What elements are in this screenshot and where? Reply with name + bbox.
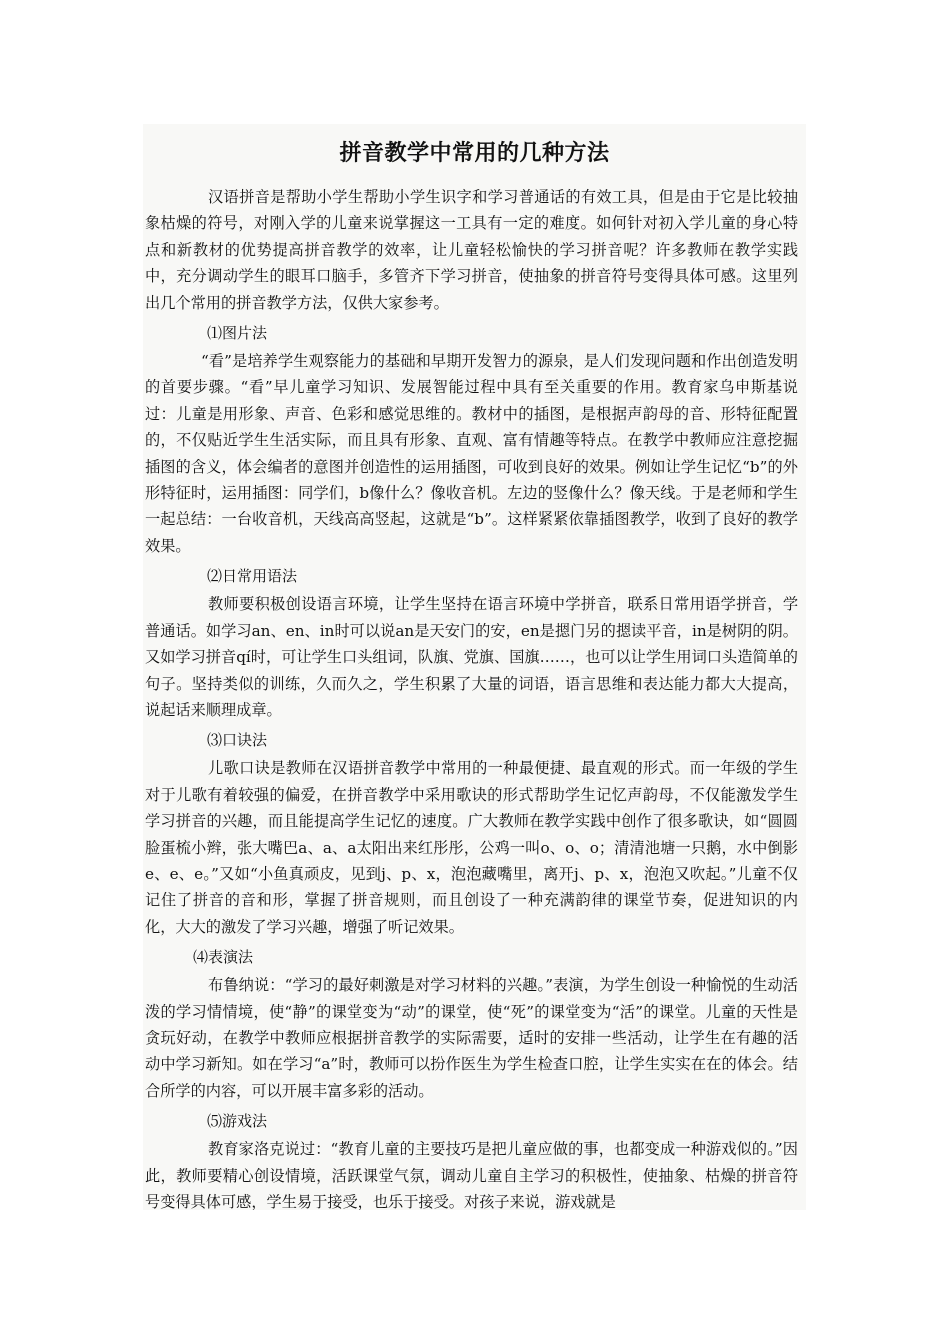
section-body-rhyme-method: 儿歌口诀是教师在汉语拼音教学中常用的一种最便捷、最直观的形式。而一年级的学生对于儿歌有着较强的偏爱，在拼音教学中采用歌诀的形式帮助学生记忆声韵母，不仅能激发学生学习拼音的兴趣，而且能提高学生记忆的速度。广大教师在教学实践中创作了很多歌诀，如“圆圆脸蛋梳小辫，张大嘴巴a、a、a太阳出来红彤彤，公鸡一叫o、o、o；清清池塘一只鹅，水中倒影e、e、e。”又如“小鱼真顽皮，见到j、p、x，泡泡藏嘴里，离开j、p、x，泡泡又吹起。”儿童不仅记住了拼音的音和形，掌握了拼音规则，而且创设了一种充满韵律的课堂节奏，促进知识的内化，大大的激发了学习兴趣，增强了听记效果。 [145,759,798,936]
document-page [143,124,806,1210]
section-heading-daily-language-method: ⑵日常用语法 [207,567,298,586]
intro-paragraph: 汉语拼音是帮助小学生帮助小学生识字和学习普通话的有效工具，但是由于它是比较抽象枯燥的符号，对刚入学的儿童来说掌握这一工具有一定的难度。如何针对初入学儿童的身心特点和新教材的优势提高拼音教学的效率，让儿童轻松愉快的学习拼音呢？许多教师在教学实践中，充分调动学生的眼耳口脑手，多管齐下学习拼音，使抽象的拼音符号变得具体可感。这里列出几个常用的拼音教学方法，仅供大家参考。 [145,188,798,312]
section-body-daily-language-method: 教师要积极创设语言环境，让学生坚持在语言环境中学拼音，联系日常用语学拼音，学普通话。如学习an、en、in时可以说an是天安门的安，en是摁门另的摁读平音，in是树阴的阴。又如学习拼音qí时，可让学生口头组词，队旗、党旗、国旗……，也可以让学生用词口头造简单的句子。坚持类似的训练，久而久之，学生积累了大量的词语，语言思维和表达能力都大大提高，说起话来顺理成章。 [145,595,798,719]
section-body-picture-method: “看”是培养学生观察能力的基础和早期开发智力的源泉，是人们发现问题和作出创造发明的首要步骤。“看”早儿童学习知识、发展智能过程中具有至关重要的作用。教育家乌申斯基说过：儿童是用形象、声音、色彩和感觉思维的。教材中的插图，是根据声韵母的音、形特征配置的，不仅贴近学生生活实际，而且具有形象、直观、富有情趣等特点。在教学中教师应注意挖掘插图的含义，体会编者的意图并创造性的运用插图，可收到良好的效果。例如让学生记忆“b”的外形特征时，运用插图：同学们，b像什么？像收音机。左边的竖像什么？像天线。于是老师和学生一起总结：一台收音机，天线高高竖起，这就是“b”。这样紧紧依靠插图教学，收到了良好的教学效果。 [145,352,798,555]
document-title: 拼音教学中常用的几种方法 [339,140,610,166]
section-heading-performance-method: ⑷表演法 [193,948,254,967]
document-body [143,184,806,1210]
section-heading-rhyme-method: ⑶口诀法 [207,731,268,750]
section-body-performance-method: 布鲁纳说：“学习的最好刺激是对学习材料的兴趣。”表演，为学生创设一种愉悦的生动活泼的学习情情境，使“静”的课堂变为“动”的课堂，使“死”的课堂变为“活”的课堂。儿童的天性是贪玩好动，在教学中教师应根据拼音教学的实际需要，适时的安排一些活动，让学生在有趣的活动中学习新知。如在学习“a”时，教师可以扮作医生为学生检查口腔，让学生实实在在的体会。结合所学的内容，可以开展丰富多彩的活动。 [145,976,798,1100]
section-body-game-method: 教育家洛克说过：“教育儿童的主要技巧是把儿童应做的事，也都变成一种游戏似的。”因此，教师要精心创设情境，活跃课堂气氛，调动儿童自主学习的积极性，使抽象、枯燥的拼音符号变得具体可感，学生易于接受，也乐于接受。对孩子来说，游戏就是 [145,1140,798,1210]
section-heading-game-method: ⑸游戏法 [207,1112,268,1131]
section-heading-picture-method: ⑴图片法 [207,324,268,343]
